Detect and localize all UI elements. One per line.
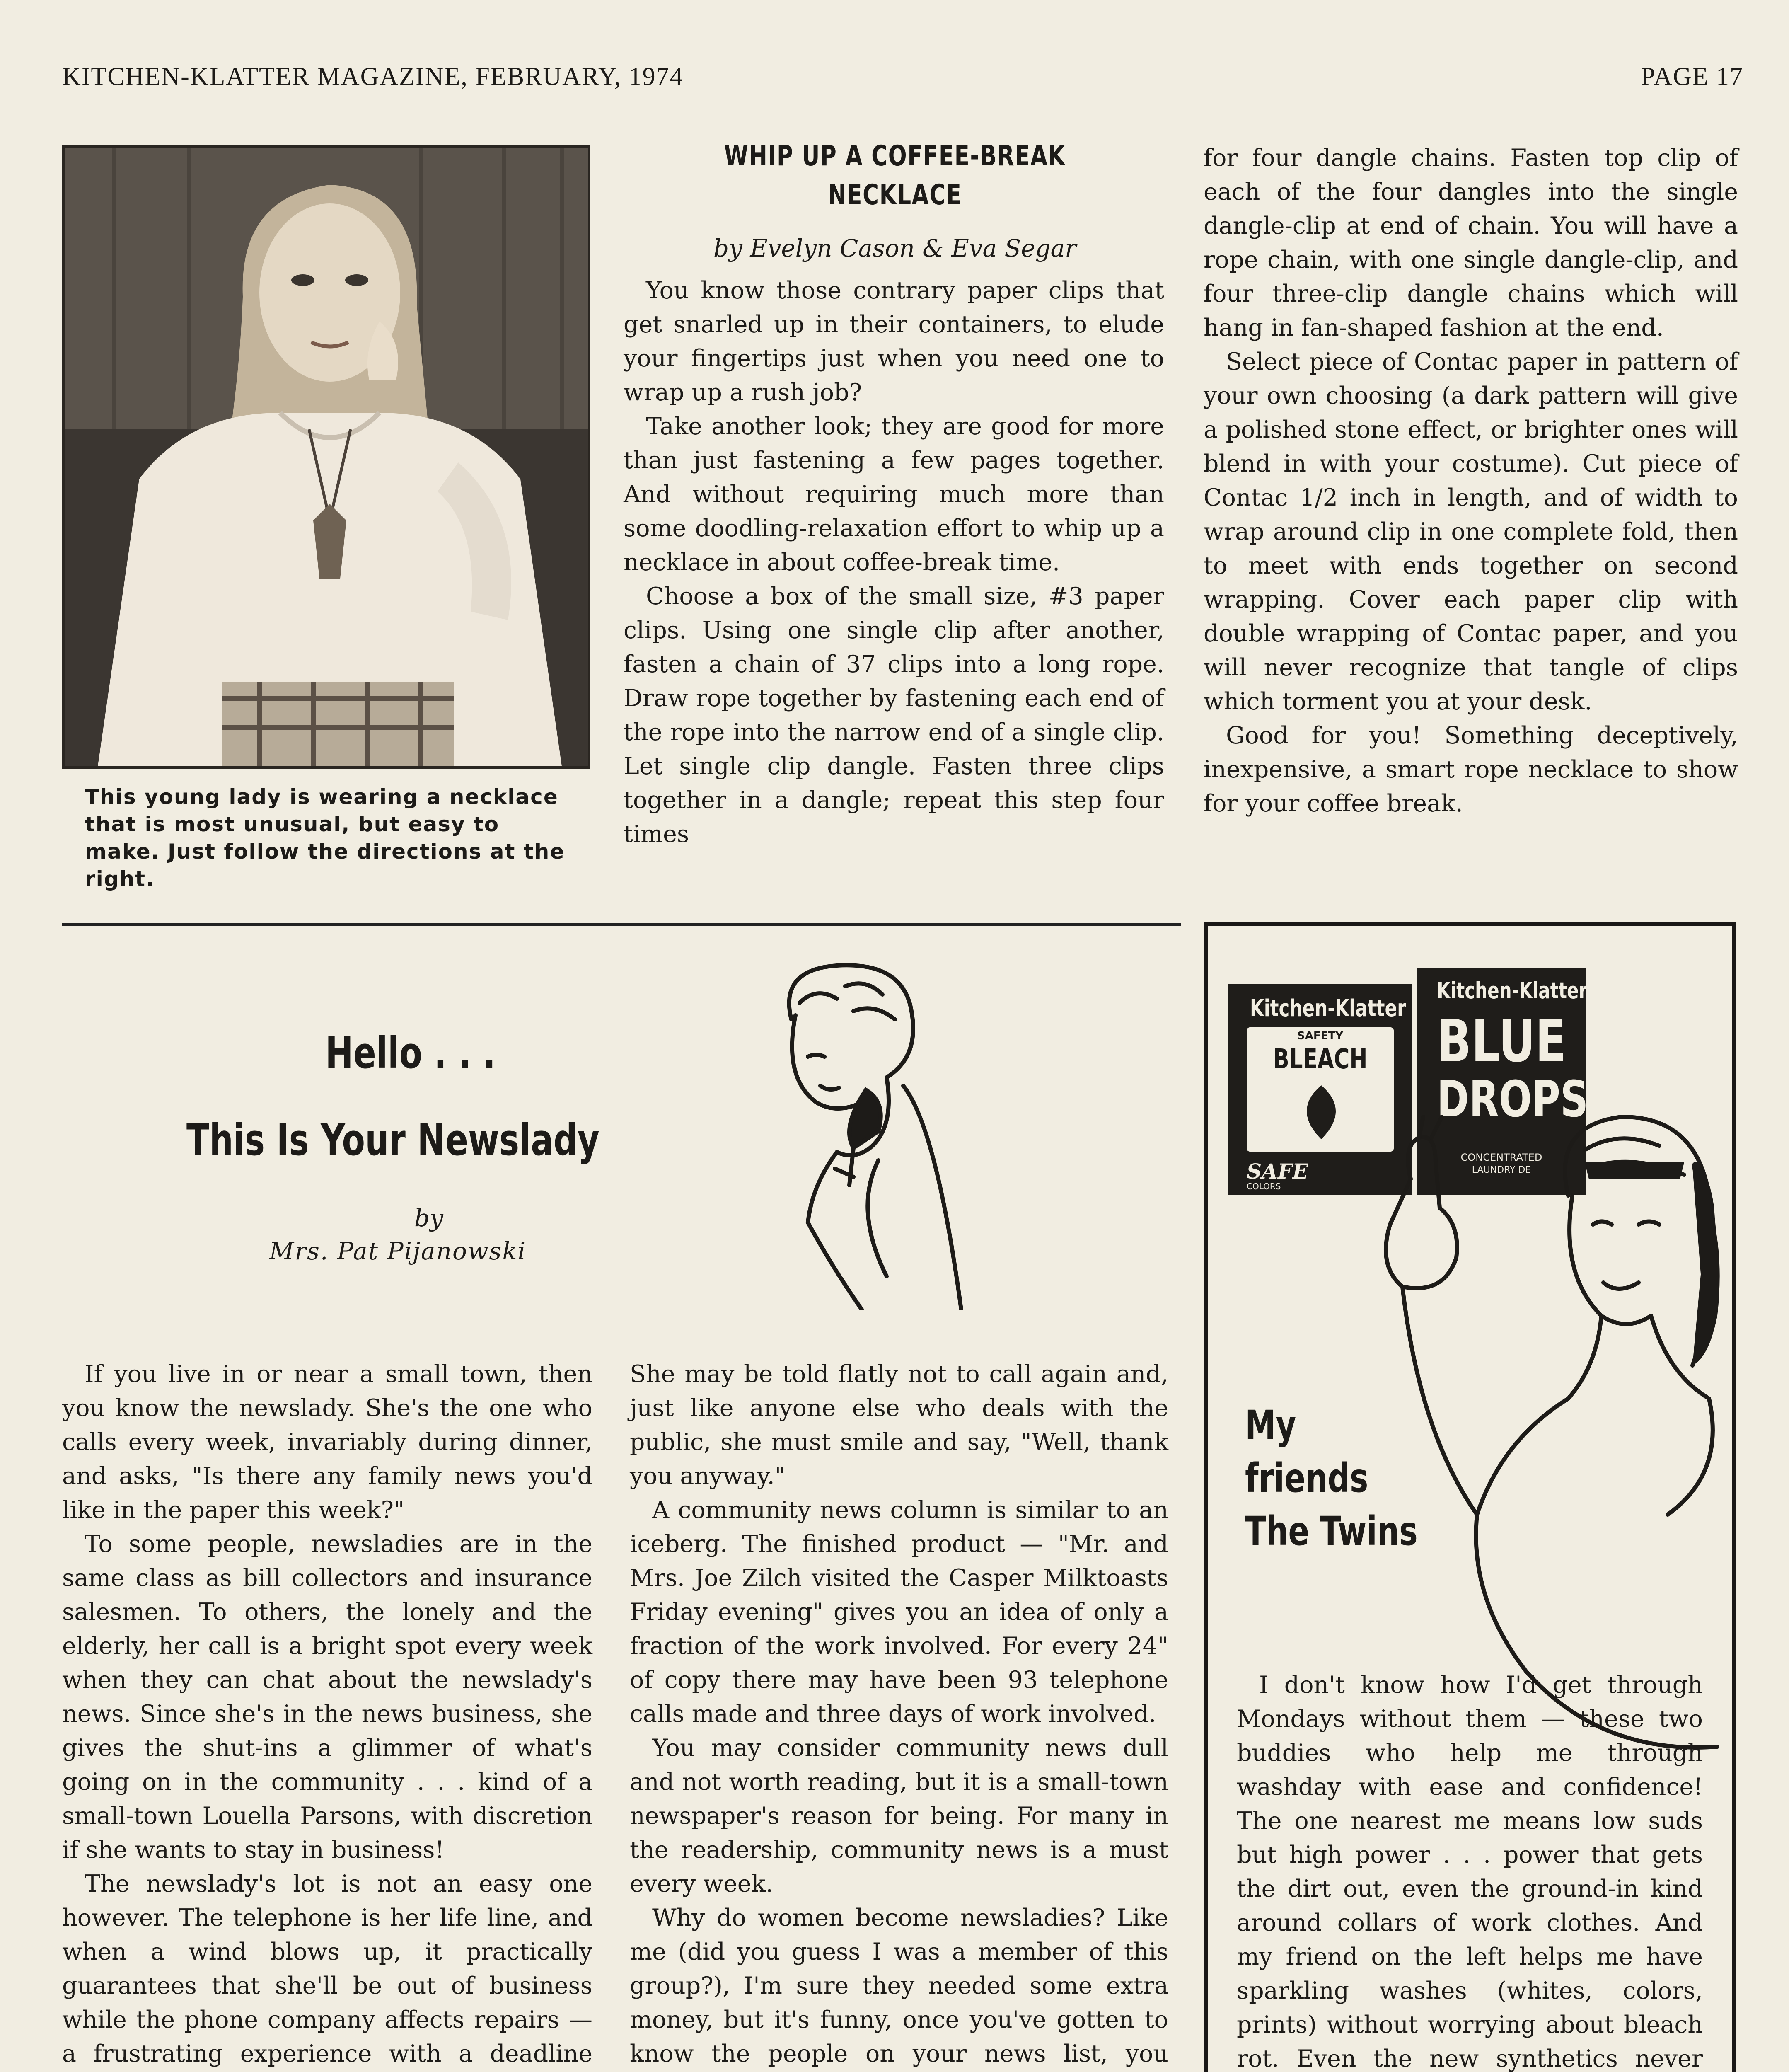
newslady-phone-illustration bbox=[729, 953, 969, 1310]
newslady-paragraph: She may be told flatly not to call again and, just like anyone else who deals with the public, she must smile and say, "Well, thank you anyway." bbox=[630, 1360, 1168, 1490]
necklace-continued-paragraph: Good for you! Something deceptively, inexpensive, a smart rope necklace to show for your coffee break. bbox=[1204, 722, 1738, 817]
young-lady-photo bbox=[65, 148, 588, 766]
newslady-paragraph: The newslady's lot is not an easy one however. The telephone is her life line, and when a wind blows up, it practically guarantees that she'll be out of business while the phone company affects repairs — a frustrating experience with a deadline bbox=[62, 1870, 592, 2067]
ad-heading bbox=[1245, 1399, 1418, 1558]
newslady-column-1 bbox=[62, 1357, 592, 2072]
necklace-paragraph: Take another look; they are good for more than just fastening a few pages together. And without requiring much more than some doodling-relaxation effort to whip up a necklace in about coffee-break time. bbox=[624, 413, 1164, 576]
kitchen-klatter-ad bbox=[1204, 922, 1736, 2072]
blue-drops-product-1: BLUE bbox=[1437, 1008, 1567, 1075]
newslady-title: This Is Your Newslady bbox=[186, 1115, 600, 1165]
ad-heading-line3: The Twins bbox=[1245, 1508, 1418, 1554]
ad-heading-line2: friends bbox=[1245, 1455, 1368, 1501]
newslady-paragraph: You may consider community news dull and not worth reading, but it is a small-town newspaper's reason for being. For many in the readership, community news is a must every week. bbox=[630, 1734, 1168, 1898]
bleach-brand: Kitchen-Klatter bbox=[1250, 995, 1406, 1022]
bleach-safety-label: SAFETY bbox=[1297, 1030, 1343, 1042]
necklace-paragraph: Choose a box of the small size, #3 paper clips. Using one single clip after another, fasten a chain of 37 clips into a long rope. Draw rope together by fastening each end of the rope into the narrow end of a single clip. Let single clip dangle. Fasten three clips together in a dangle; repeat this step four times bbox=[624, 583, 1164, 848]
blue-drops-laundry: LAUNDRY DE bbox=[1472, 1165, 1531, 1175]
necklace-photo bbox=[62, 145, 590, 769]
ad-body-paragraph: I don't know how I'd get through Mondays without them — these two buddies who help me through washday with ease and confidence! The one nearest me means low suds but high power . . . power that gets the dirt out, even the ground-in kind around collars of work clothes. And my friend on the left helps me have sparkling washes (whites, colors, prints) without worrying about bleach rot. Even the new synthetics never bbox=[1237, 1671, 1703, 2072]
newslady-hello: Hello . . . bbox=[325, 1028, 496, 1078]
newslady-paragraph: Why do women become newsladies? Like me (did you guess I was a member of this group?), I'm sure they needed some extra money, but it's funny, once you've gotten to know the people on your news list, you bbox=[630, 1904, 1168, 2067]
necklace-title-line1: WHIP UP A COFFEE-BREAK bbox=[724, 140, 1066, 172]
newslady-column-2 bbox=[630, 1357, 1168, 2072]
newslady-by: by bbox=[414, 1204, 443, 1232]
necklace-byline: by Evelyn Cason & Eva Segar bbox=[713, 234, 1076, 262]
newslady-paragraph: A community news column is similar to an iceberg. The finished product — "Mr. and Mrs. Joe Zilch visited the Casper Milktoasts Friday evening" gives you an idea of only a fraction of the work involved. For every 24" of copy there may have been 93 telephone calls made and three days of work involved. bbox=[630, 1496, 1168, 1728]
necklace-body bbox=[624, 274, 1164, 851]
leaf-icon bbox=[1292, 1081, 1350, 1143]
page-number: PAGE 17 bbox=[1641, 63, 1743, 91]
photo-caption: This young lady is wearing a necklace that is most unusual, but easy to make. Just follow the directions at the right. bbox=[85, 785, 565, 891]
necklace-continued-paragraph: for four dangle chains. Fasten top clip of each of the four dangles into the single dangle-clip at end of chain. You will have a rope chain, with one single dangle-clip, and four three-clip dangle chains which will hang in fan-shaped fashion at the end. bbox=[1204, 144, 1738, 341]
newslady-paragraph: To some people, newsladies are in the same class as bill collectors and insurance salesmen. To others, the lonely and the elderly, her call is a bright spot every week when they can chat about the newslady's news. Since she's in the news business, she gives the shut-ins a glimmer of what's going on in the community . . . kind of a small-town Louella Parsons, with discretion if she wants to stay in business! bbox=[62, 1530, 592, 1864]
necklace-continued bbox=[1204, 141, 1738, 821]
ad-body bbox=[1237, 1668, 1703, 2072]
ad-heading-line1: My bbox=[1245, 1402, 1296, 1448]
bleach-colors: COLORS bbox=[1247, 1181, 1281, 1191]
blue-drops-brand: Kitchen-Klatter bbox=[1437, 978, 1588, 1004]
newslady-paragraph: If you live in or near a small town, then you know the newslady. She's the one who calls every week, invariably during dinner, and asks, "Is there any family news you'd like in the paper this week?" bbox=[62, 1360, 592, 1524]
bleach-safe: SAFE bbox=[1247, 1159, 1308, 1184]
blue-drops-concentrated: CONCENTRATED bbox=[1460, 1152, 1542, 1163]
necklace-title bbox=[683, 137, 1107, 215]
necklace-title-line2: NECKLACE bbox=[828, 179, 962, 211]
newslady-author: Mrs. Pat Pijanowski bbox=[269, 1237, 527, 1265]
bleach-product: BLEACH bbox=[1273, 1043, 1368, 1075]
magazine-header: KITCHEN-KLATTER MAGAZINE, FEBRUARY, 1974 bbox=[62, 63, 684, 91]
necklace-continued-paragraph: Select piece of Contac paper in pattern of your own choosing (a dark pattern will give a polished stone effect, or brighter ones will blend in with your costume). Cut piece of Contac 1/2 inch in length, and of width to wrap around clip in one complete fold, then to meet with ends together on second wrapping. Cover each paper clip with double wrapping of Contac paper, and you will never recognize that tangle of clips which torment you at your desk. bbox=[1204, 348, 1738, 715]
section-divider bbox=[62, 923, 1181, 926]
blue-drops-product-2: DROPS bbox=[1437, 1071, 1588, 1128]
necklace-paragraph: You know those contrary paper clips that get snarled up in their containers, to elude your fingertips just when you need one to wrap up a rush job? bbox=[624, 277, 1164, 406]
